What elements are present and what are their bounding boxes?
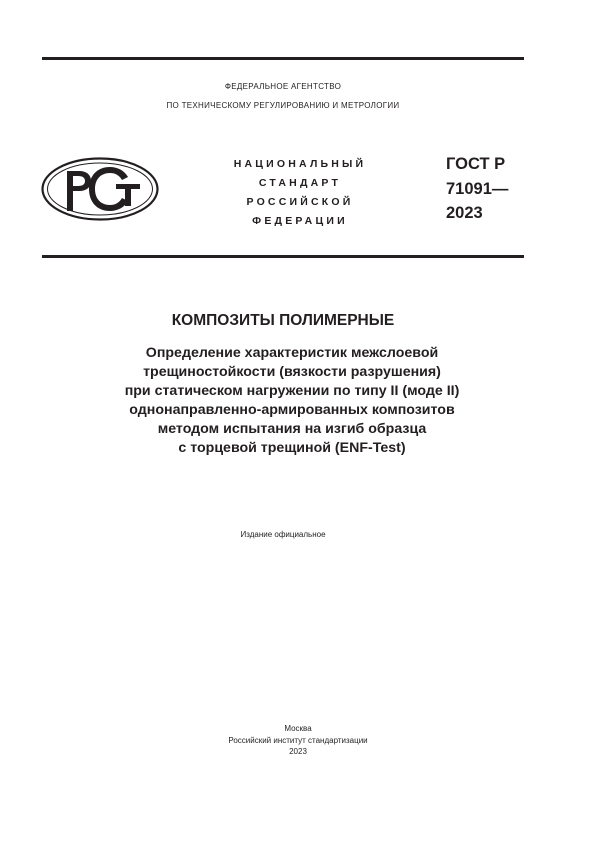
agency-name-line1: ФЕДЕРАЛЬНОЕ АГЕНТСТВО (224, 82, 342, 91)
subtitle-line: трещиностойкости (вязкости разрушения) (143, 364, 441, 380)
designation-line: 71091— (446, 179, 509, 198)
top-rule (42, 57, 524, 60)
edition-note: Издание официальное (240, 530, 326, 539)
imprint-publisher: Российский институт стандартизации (228, 735, 368, 745)
agency-name-line2: ПО ТЕХНИЧЕСКОМУ РЕГУЛИРОВАНИЮ И МЕТРОЛОГИИ (166, 101, 400, 110)
subtitle-line: методом испытания на изгиб образца (157, 421, 427, 437)
subtitle-line: с торцевой трещиной (ENF-Test) (178, 440, 406, 456)
imprint-city: Москва (284, 724, 312, 733)
rst-emblem-icon (40, 156, 160, 222)
document-title: КОМПОЗИТЫ ПОЛИМЕРНЫЕ (171, 312, 395, 329)
designation-line: 2023 (446, 204, 483, 222)
subtitle-line: при статическом нагружении по типу II (моде II) (124, 383, 460, 399)
imprint-year: 2023 (289, 747, 307, 756)
designation-line: ГОСТ Р (446, 155, 506, 173)
national-standard-line: СТАНДАРТ (258, 177, 342, 189)
subtitle-line: однонаправленно-армированных композитов (129, 402, 455, 418)
imprint (42, 723, 554, 758)
subtitle-line: Определение характеристик межслоевой (145, 345, 439, 361)
national-standard-line: ФЕДЕРАЦИИ (252, 215, 348, 227)
bottom-rule (42, 255, 524, 258)
national-standard-line: РОССИЙСКОЙ (246, 196, 354, 208)
document-subtitle (42, 344, 542, 458)
standard-designation (446, 152, 508, 226)
national-standard-label (200, 155, 400, 231)
national-standard-line: НАЦИОНАЛЬНЫЙ (233, 158, 367, 170)
